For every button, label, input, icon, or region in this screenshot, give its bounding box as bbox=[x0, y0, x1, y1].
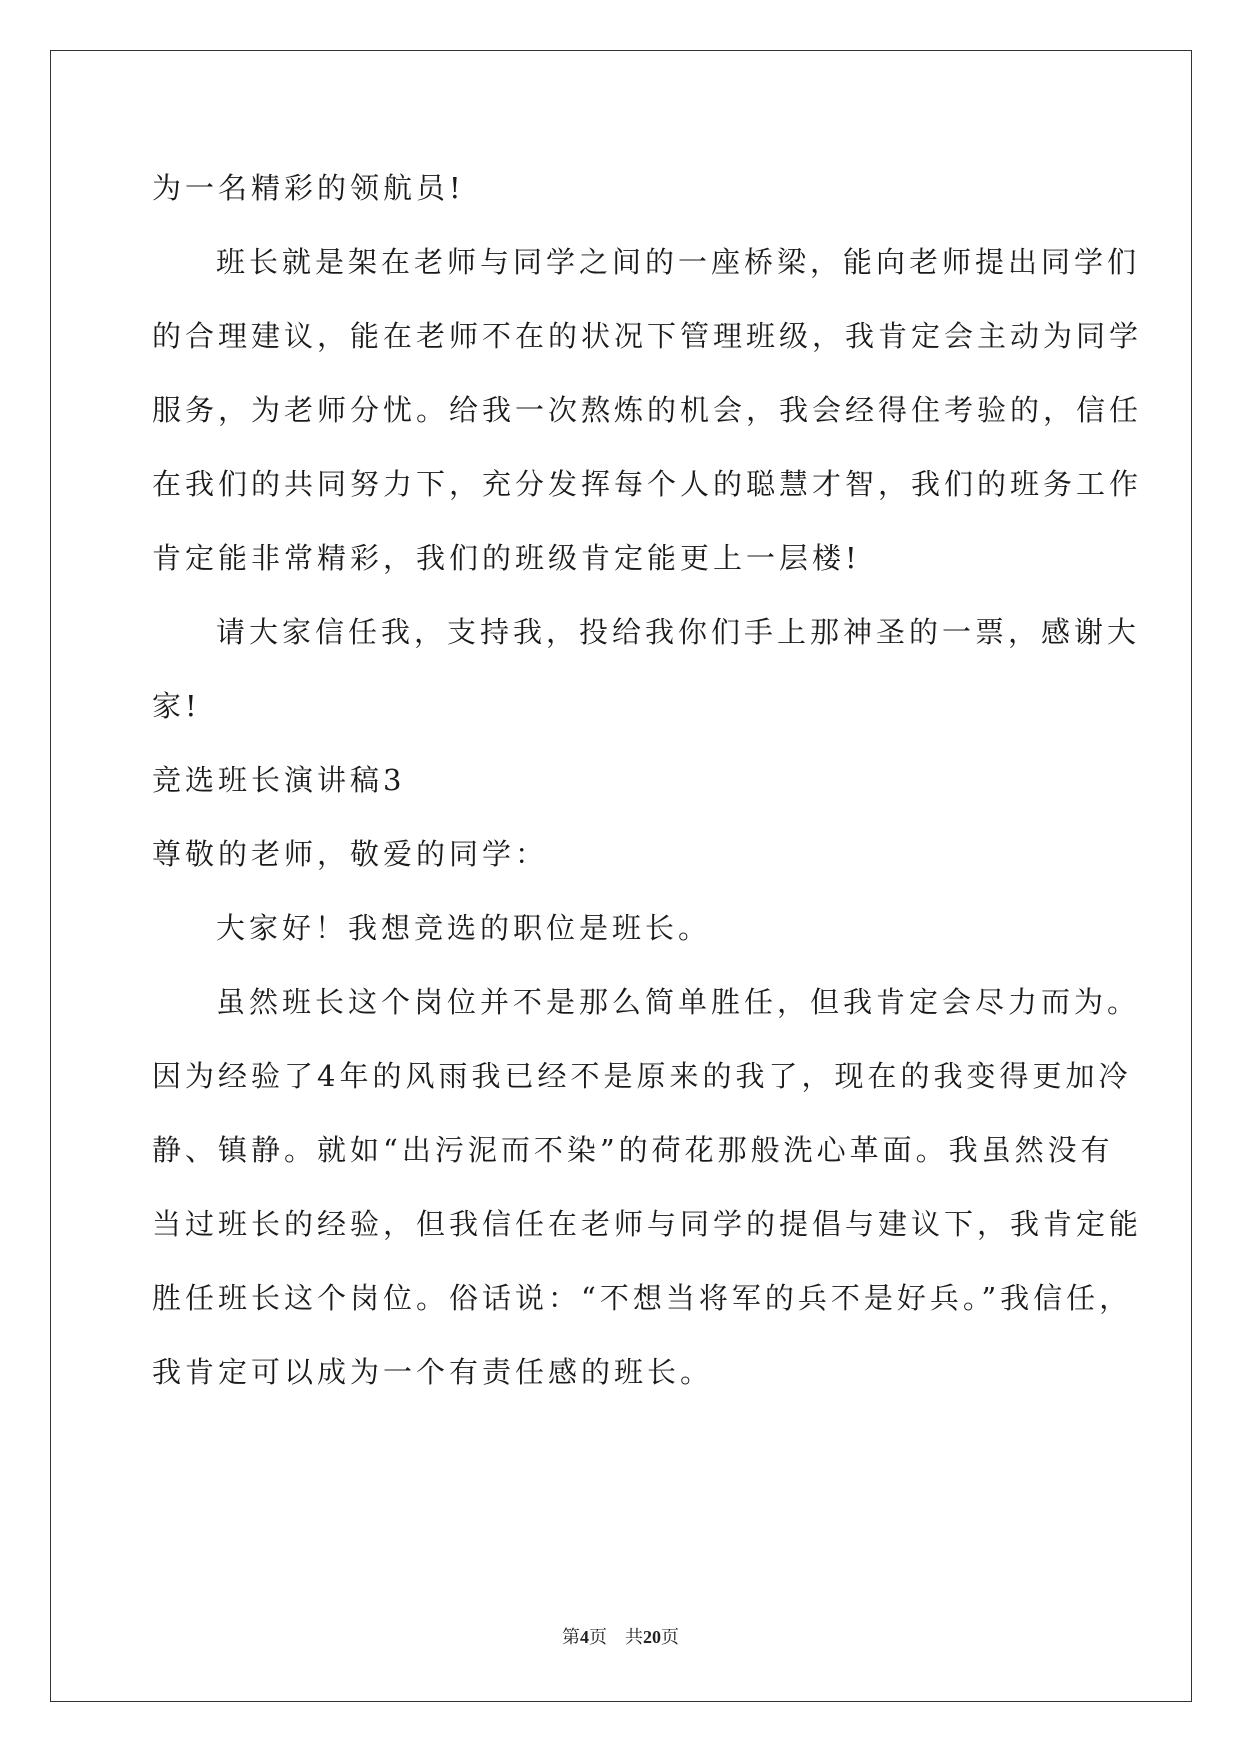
paragraph-line: 的合理建议，能在老师不在的状况下管理班级，我肯定会主动为同学 bbox=[152, 319, 1143, 353]
page-total: 20 bbox=[643, 1627, 661, 1647]
footer-mid: 页 共 bbox=[589, 1627, 643, 1647]
footer-prefix: 第 bbox=[562, 1627, 580, 1647]
paragraph-line: 虽然班长这个岗位并不是那么简单胜任，但我肯定会尽力而为。 bbox=[216, 985, 1141, 1019]
paragraph-line: 在我们的共同努力下，充分发挥每个人的聪慧才智，我们的班务工作 bbox=[152, 467, 1143, 501]
paragraph-line: 服务，为老师分忧。给我一次熬炼的机会，我会经得住考验的，信任 bbox=[152, 393, 1143, 427]
paragraph-line: 班长就是架在老师与同学之间的一座桥梁，能向老师提出同学们 bbox=[216, 245, 1141, 279]
page-number: 4 bbox=[580, 1627, 589, 1647]
paragraph-line: 家! bbox=[152, 689, 201, 723]
paragraph-line: 肯定能非常精彩，我们的班级肯定能更上一层楼! bbox=[152, 541, 861, 575]
section-heading: 竞选班长演讲稿3 bbox=[152, 763, 406, 797]
salutation: 尊敬的老师，敬爱的同学： bbox=[152, 837, 549, 871]
paragraph-line: 当过班长的经验，但我信任在老师与同学的提倡与建议下，我肯定能 bbox=[152, 1207, 1143, 1241]
paragraph-line: 大家好！我想竞选的职位是班长。 bbox=[216, 911, 712, 945]
paragraph-line: 因为经验了4年的风雨我已经不是原来的我了，现在的我变得更加冷 bbox=[152, 1059, 1132, 1093]
page-footer bbox=[0, 1625, 1241, 1649]
paragraph-line: 请大家信任我，支持我，投给我你们手上那神圣的一票，感谢大 bbox=[216, 615, 1141, 649]
paragraph-line: 为一名精彩的领航员! bbox=[152, 171, 465, 205]
paragraph-line: 胜任班长这个岗位。俗话说：“不想当将军的兵不是好兵。”我信任， bbox=[152, 1281, 1133, 1315]
paragraph-line: 我肯定可以成为一个有责任感的班长。 bbox=[152, 1355, 714, 1389]
paragraph-line: 静、镇静。就如“出污泥而不染”的荷花那般洗心革面。我虽然没有 bbox=[152, 1133, 1114, 1167]
footer-suffix: 页 bbox=[661, 1627, 679, 1647]
page-border bbox=[50, 50, 1192, 1702]
